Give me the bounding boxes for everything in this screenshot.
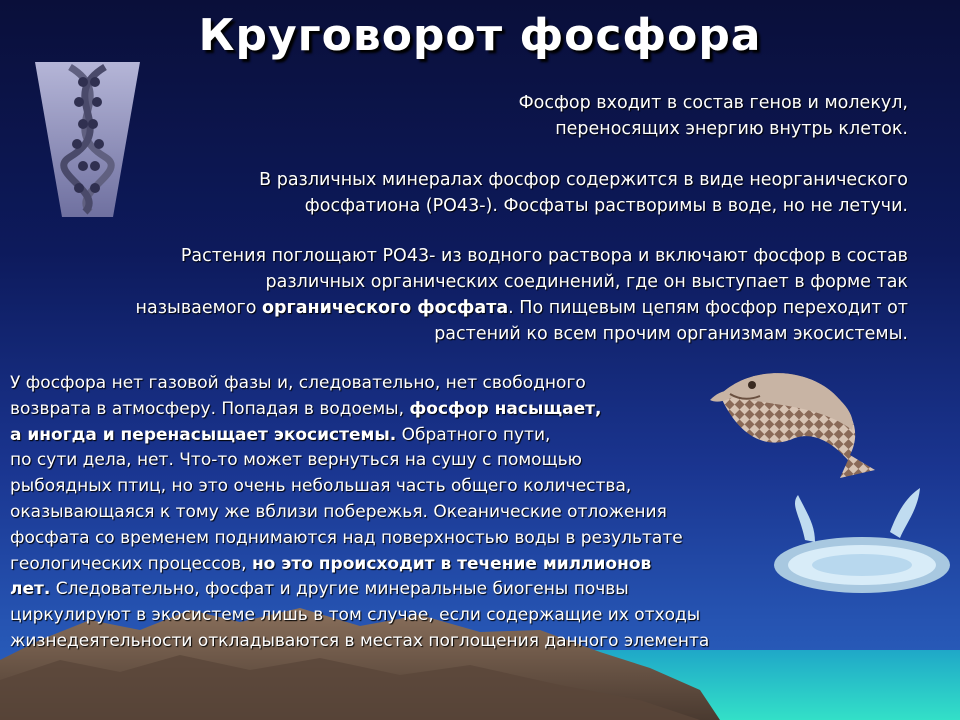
text-segment: Обратного пути,: [396, 424, 551, 445]
paragraph-no-gas-phase: [10, 371, 709, 655]
page-title: Круговорот фосфора: [198, 10, 762, 61]
paragraph-line: [10, 577, 709, 603]
text-segment: Следовательно, фосфат и другие минеральные биогены почвы: [50, 579, 629, 600]
paragraph-minerals: [259, 167, 908, 219]
paragraph-line: растений ко всем прочим организмам экосистемы.: [434, 324, 908, 344]
paragraph-line: фосфата со временем поднимаются над поверхностью воды в результате: [10, 527, 683, 548]
bold-text: но это происходит в течение миллионов: [251, 553, 652, 574]
paragraph-line: переносящих энергию внутрь клеток.: [555, 119, 908, 139]
paragraph-line: [10, 397, 709, 423]
dna-icon: [35, 42, 140, 222]
paragraph-line: жизнедеятельности откладываются в местах поглощения данного элемента: [10, 630, 710, 651]
paragraph-line: рыбоядных птиц, но это очень небольшая часть общего количества,: [10, 476, 632, 497]
paragraph-line: различных органических соединений, где он выступает в форме так: [265, 272, 908, 292]
fish-icon: [700, 360, 890, 490]
paragraph-line: [10, 423, 709, 449]
bold-term-organic-phosphate: органического фосфата: [262, 298, 509, 318]
bold-text: фосфор насыщает,: [409, 398, 602, 419]
text-segment: . По пищевым цепям фосфор переходит от: [508, 298, 908, 318]
paragraph-line: фосфатиона (РО43-). Фосфаты растворимы в воде, но не летучи.: [304, 196, 908, 216]
paragraph-line: [136, 295, 908, 321]
paragraph-genes: [519, 90, 908, 142]
paragraph-line: циркулируют в экосистеме лишь в том случае, если содержащие их отходы: [10, 605, 701, 626]
text-segment: возврата в атмосферу. Попадая в водоемы,: [10, 398, 410, 419]
paragraph-plants: [136, 243, 908, 347]
paragraph-line: Растения поглощают РО43- из водного раствора и включают фосфор в состав: [180, 246, 908, 266]
paragraph-line: по сути дела, нет. Что-то может вернуться на сушу с помощью: [10, 450, 582, 471]
paragraph-line: Фосфор входит в состав генов и молекул,: [518, 93, 908, 113]
bold-text: а иногда и перенасыщает экосистемы.: [10, 424, 397, 445]
text-segment: называемого: [135, 298, 262, 318]
paragraph-line: В различных минералах фосфор содержится в виде неорганического: [259, 170, 908, 190]
paragraph-line: [10, 552, 709, 578]
bold-text: лет.: [10, 579, 51, 600]
text-segment: геологических процессов,: [10, 553, 252, 574]
paragraph-line: У фосфора нет газовой фазы и, следовательно, нет свободного: [10, 373, 586, 393]
paragraph-line: оказывающаяся к тому же вблизи побережья. Океанические отложения: [10, 501, 667, 522]
